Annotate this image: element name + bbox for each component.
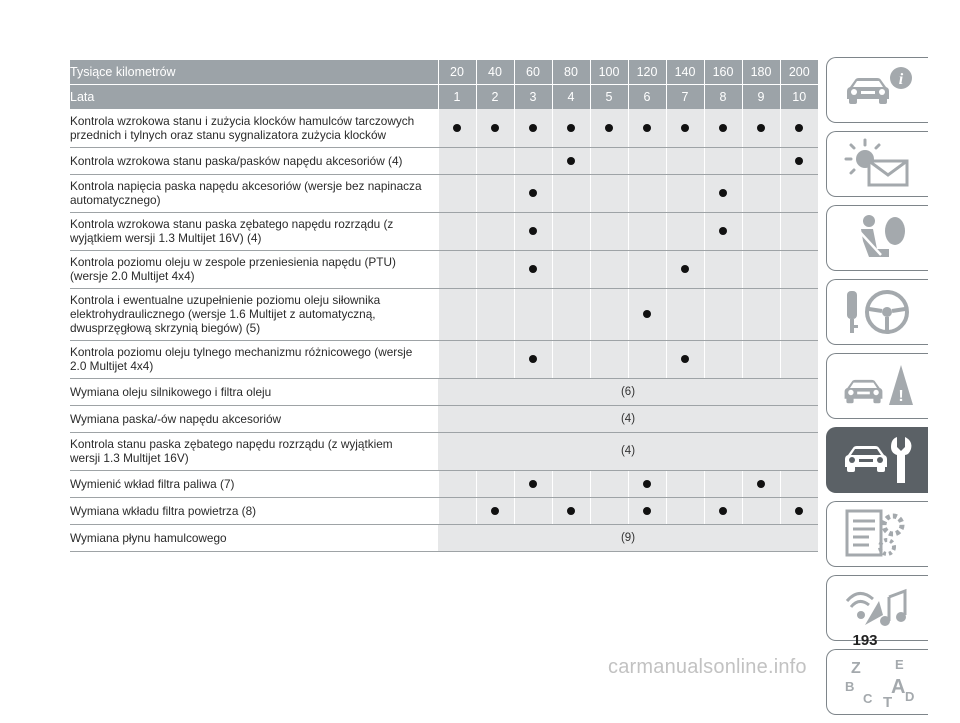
schedule-cell <box>628 147 666 174</box>
schedule-cell <box>704 109 742 147</box>
header-km-value: 160 <box>704 60 742 85</box>
service-dot <box>643 480 651 488</box>
maintenance-schedule-table <box>70 60 818 552</box>
table-row <box>70 432 818 470</box>
schedule-cell <box>590 250 628 288</box>
table-row <box>70 470 818 497</box>
schedule-cell <box>590 470 628 497</box>
schedule-cell <box>780 174 818 212</box>
service-dot <box>643 310 651 318</box>
schedule-cell <box>552 250 590 288</box>
service-dot <box>757 124 765 132</box>
schedule-cell <box>666 174 704 212</box>
schedule-cell <box>628 212 666 250</box>
header-year-value: 10 <box>780 85 818 110</box>
schedule-cell <box>628 250 666 288</box>
schedule-cell <box>438 497 476 524</box>
car-maintenance-wrench-icon <box>839 433 917 487</box>
row-description <box>70 147 438 174</box>
schedule-cell <box>514 288 552 340</box>
row-description-line: Wymienić wkład filtra paliwa (7) <box>70 476 235 491</box>
table-row <box>70 497 818 524</box>
row-description-line: Kontrola wzrokowa stanu i zużycia klocków hamulców tarczowych <box>70 113 415 128</box>
schedule-cell <box>780 470 818 497</box>
car-emergency-icon <box>839 359 917 413</box>
schedule-cell <box>438 109 476 147</box>
row-description-line: Kontrola poziomu oleju tylnego mechanizmu różnicowego (wersje <box>70 345 413 359</box>
header-km-value: 180 <box>742 60 780 85</box>
schedule-cell <box>438 288 476 340</box>
schedule-cell <box>590 147 628 174</box>
schedule-cell <box>552 147 590 174</box>
header-year-value: 8 <box>704 85 742 110</box>
schedule-cell <box>590 497 628 524</box>
schedule-cell <box>476 174 514 212</box>
schedule-cell <box>514 109 552 147</box>
schedule-cell <box>590 174 628 212</box>
row-description <box>70 405 438 432</box>
car-info-icon <box>839 63 917 117</box>
schedule-cell <box>438 470 476 497</box>
header-km-label: Tysiące kilometrów <box>70 60 438 85</box>
row-description <box>70 212 438 250</box>
row-description-line: Kontrola poziomu oleju w zespole przeniesienia napędu (PTU) <box>70 255 396 269</box>
schedule-cell <box>476 250 514 288</box>
schedule-cell <box>742 340 780 378</box>
schedule-cell <box>742 212 780 250</box>
key-steering-wheel-icon <box>839 285 917 339</box>
schedule-cell <box>552 497 590 524</box>
header-km-value: 120 <box>628 60 666 85</box>
header-year-value: 1 <box>438 85 476 110</box>
row-description-line: (wersje 2.0 Multijet 4x4) <box>70 269 195 283</box>
schedule-cell <box>704 250 742 288</box>
schedule-cell <box>704 497 742 524</box>
schedule-cell <box>742 497 780 524</box>
index-letter: T <box>882 694 892 709</box>
schedule-cell <box>780 497 818 524</box>
chapter-tab[interactable] <box>826 353 928 419</box>
schedule-cell <box>628 174 666 212</box>
index-letter: Z <box>850 660 861 677</box>
schedule-cell <box>704 470 742 497</box>
chapter-tab[interactable] <box>826 501 928 567</box>
schedule-cell <box>780 212 818 250</box>
header-year-value: 4 <box>552 85 590 110</box>
service-dot <box>529 227 537 235</box>
header-year-value: 3 <box>514 85 552 110</box>
index-letter: C <box>862 691 872 706</box>
schedule-cell <box>590 340 628 378</box>
schedule-cell <box>780 250 818 288</box>
schedule-cell <box>514 340 552 378</box>
service-dot <box>681 355 689 363</box>
schedule-cell <box>552 288 590 340</box>
technical-data-gears-icon <box>839 507 917 561</box>
row-description <box>70 524 438 551</box>
row-description <box>70 340 438 378</box>
service-dot <box>491 124 499 132</box>
schedule-cell <box>704 174 742 212</box>
page-number: 193 <box>852 632 878 649</box>
row-description <box>70 174 438 212</box>
table-row <box>70 147 818 174</box>
schedule-cell <box>552 340 590 378</box>
schedule-cell <box>628 497 666 524</box>
schedule-cell <box>742 174 780 212</box>
safety-airbag-icon <box>839 211 917 265</box>
row-description-line: wyjątkiem wersji 1.3 Multijet 16V) (4) <box>70 231 262 245</box>
schedule-cell <box>514 250 552 288</box>
table-row <box>70 340 818 378</box>
chapter-tab[interactable] <box>826 57 928 123</box>
alphabetical-index-icon <box>839 655 917 709</box>
header-km-value: 200 <box>780 60 818 85</box>
row-description-line: Kontrola i ewentualne uzupełnienie poziomu oleju siłownika <box>70 293 381 307</box>
schedule-cell <box>552 212 590 250</box>
schedule-cell <box>780 147 818 174</box>
schedule-cell <box>590 109 628 147</box>
row-description-line: automatycznego) <box>70 193 161 207</box>
svg-text:!: ! <box>897 388 904 405</box>
service-dot <box>719 189 727 197</box>
schedule-cell <box>514 147 552 174</box>
service-dot <box>529 480 537 488</box>
schedule-cell <box>514 174 552 212</box>
row-description <box>70 470 438 497</box>
row-description-line: Wymiana wkładu filtra powietrza (8) <box>70 503 257 518</box>
watermark: carmanualsonline.info <box>608 656 807 678</box>
schedule-cell <box>628 109 666 147</box>
row-description-line: Kontrola wzrokowa stanu paska/pasków napędu akcesoriów (4) <box>70 153 403 168</box>
service-dot <box>719 124 727 132</box>
header-year-value: 7 <box>666 85 704 110</box>
service-dot <box>795 157 803 165</box>
row-description-line: Kontrola napięcia paska napędu akcesoriów (wersje bez napinacza <box>70 179 422 193</box>
service-dot <box>529 265 537 273</box>
schedule-cell <box>438 147 476 174</box>
schedule-cell <box>590 212 628 250</box>
row-interval-note: (4) <box>438 405 818 432</box>
index-letter: A <box>890 676 905 698</box>
schedule-cell <box>742 147 780 174</box>
service-dot <box>529 189 537 197</box>
index-letter: E <box>894 657 904 672</box>
chapter-tab[interactable] <box>826 427 928 493</box>
schedule-cell <box>628 288 666 340</box>
row-description-line: Wymiana oleju silnikowego i filtra oleju <box>70 384 272 399</box>
chapter-tab[interactable] <box>826 205 928 271</box>
header-year-value: 9 <box>742 85 780 110</box>
row-description-line: Wymiana paska/-ów napędu akcesoriów <box>70 411 282 426</box>
schedule-cell <box>552 174 590 212</box>
row-description <box>70 497 438 524</box>
row-description-line: dwusprzęgłową skrzynią biegów) (5) <box>70 321 261 335</box>
schedule-cell <box>628 470 666 497</box>
row-interval-note: (9) <box>438 524 818 551</box>
schedule-cell <box>590 288 628 340</box>
schedule-cell <box>742 109 780 147</box>
row-description-line: Kontrola stanu paska zębatego napędu rozrządu (z wyjątkiem <box>70 437 393 451</box>
service-dot <box>681 265 689 273</box>
header-km-value: 20 <box>438 60 476 85</box>
row-interval-note: (6) <box>438 378 818 405</box>
schedule-cell <box>704 340 742 378</box>
schedule-cell <box>438 340 476 378</box>
header-year-value: 5 <box>590 85 628 110</box>
row-interval-note: (4) <box>438 432 818 470</box>
index-letter: D <box>904 689 914 704</box>
schedule-cell <box>628 340 666 378</box>
row-description <box>70 109 438 147</box>
schedule-cell <box>438 174 476 212</box>
header-km-value: 140 <box>666 60 704 85</box>
schedule-cell <box>666 288 704 340</box>
schedule-cell <box>514 497 552 524</box>
schedule-cell <box>476 470 514 497</box>
schedule-cell <box>742 288 780 340</box>
chapter-tab[interactable] <box>826 649 928 715</box>
schedule-cell <box>476 288 514 340</box>
schedule-cell <box>552 109 590 147</box>
schedule-cell <box>666 340 704 378</box>
schedule-cell <box>742 250 780 288</box>
schedule-cell <box>476 212 514 250</box>
service-dot <box>719 507 727 515</box>
schedule-cell <box>476 340 514 378</box>
schedule-cell <box>476 109 514 147</box>
service-dot <box>453 124 461 132</box>
row-description <box>70 432 438 470</box>
schedule-cell <box>704 288 742 340</box>
table-row <box>70 524 818 551</box>
svg-text:i: i <box>898 71 903 88</box>
service-dot <box>795 124 803 132</box>
row-description <box>70 250 438 288</box>
row-description <box>70 378 438 405</box>
header-km-value: 100 <box>590 60 628 85</box>
service-dot <box>605 124 613 132</box>
service-dot <box>491 507 499 515</box>
schedule-cell <box>704 147 742 174</box>
schedule-cell <box>704 212 742 250</box>
service-dot <box>757 480 765 488</box>
schedule-cell <box>780 288 818 340</box>
header-year-label: Lata <box>70 85 438 110</box>
warning-lights-message-icon <box>839 137 917 191</box>
schedule-cell <box>742 470 780 497</box>
schedule-cell <box>666 250 704 288</box>
table-row <box>70 109 818 147</box>
header-row-kilometers <box>70 60 818 85</box>
service-dot <box>529 355 537 363</box>
table-row <box>70 288 818 340</box>
service-dot <box>795 507 803 515</box>
chapter-tab[interactable] <box>826 279 928 345</box>
service-dot <box>719 227 727 235</box>
table-row <box>70 174 818 212</box>
header-km-value: 80 <box>552 60 590 85</box>
schedule-cell <box>514 212 552 250</box>
table-row <box>70 405 818 432</box>
header-km-value: 40 <box>476 60 514 85</box>
row-description-line: Kontrola wzrokowa stanu paska zębatego napędu rozrządu (z <box>70 217 394 231</box>
service-dot <box>643 124 651 132</box>
header-row-years <box>70 85 818 110</box>
multimedia-music-icon <box>839 581 917 635</box>
schedule-cell <box>666 109 704 147</box>
table-row <box>70 378 818 405</box>
schedule-cell <box>666 212 704 250</box>
header-year-value: 6 <box>628 85 666 110</box>
schedule-cell <box>666 497 704 524</box>
chapter-tab[interactable] <box>826 131 928 197</box>
header-year-value: 2 <box>476 85 514 110</box>
row-description-line: wersji 1.3 Multijet 16V) <box>70 451 189 465</box>
schedule-cell <box>476 497 514 524</box>
schedule-cell <box>438 212 476 250</box>
schedule-cell <box>476 147 514 174</box>
table-row <box>70 250 818 288</box>
row-description-line: Wymiana płynu hamulcowego <box>70 530 227 545</box>
service-dot <box>567 157 575 165</box>
schedule-cell <box>780 340 818 378</box>
schedule-cell <box>666 147 704 174</box>
table-row <box>70 212 818 250</box>
service-dot <box>567 124 575 132</box>
service-dot <box>567 507 575 515</box>
schedule-cell <box>514 470 552 497</box>
schedule-cell <box>780 109 818 147</box>
index-letter: B <box>844 679 854 694</box>
header-km-value: 60 <box>514 60 552 85</box>
service-dot <box>529 124 537 132</box>
row-description-line: 2.0 Multijet 4x4) <box>70 359 154 373</box>
schedule-cell <box>552 470 590 497</box>
service-dot <box>643 507 651 515</box>
schedule-cell <box>666 470 704 497</box>
row-description-line: przednich i tylnych oraz stanu sygnalizatora zużycia klocków <box>70 127 387 142</box>
chapter-sidebar <box>826 57 928 723</box>
schedule-cell <box>438 250 476 288</box>
service-dot <box>681 124 689 132</box>
row-description <box>70 288 438 340</box>
row-description-line: elektrohydraulicznego (wersje 1.6 Multijet z automatyczną, <box>70 307 376 321</box>
